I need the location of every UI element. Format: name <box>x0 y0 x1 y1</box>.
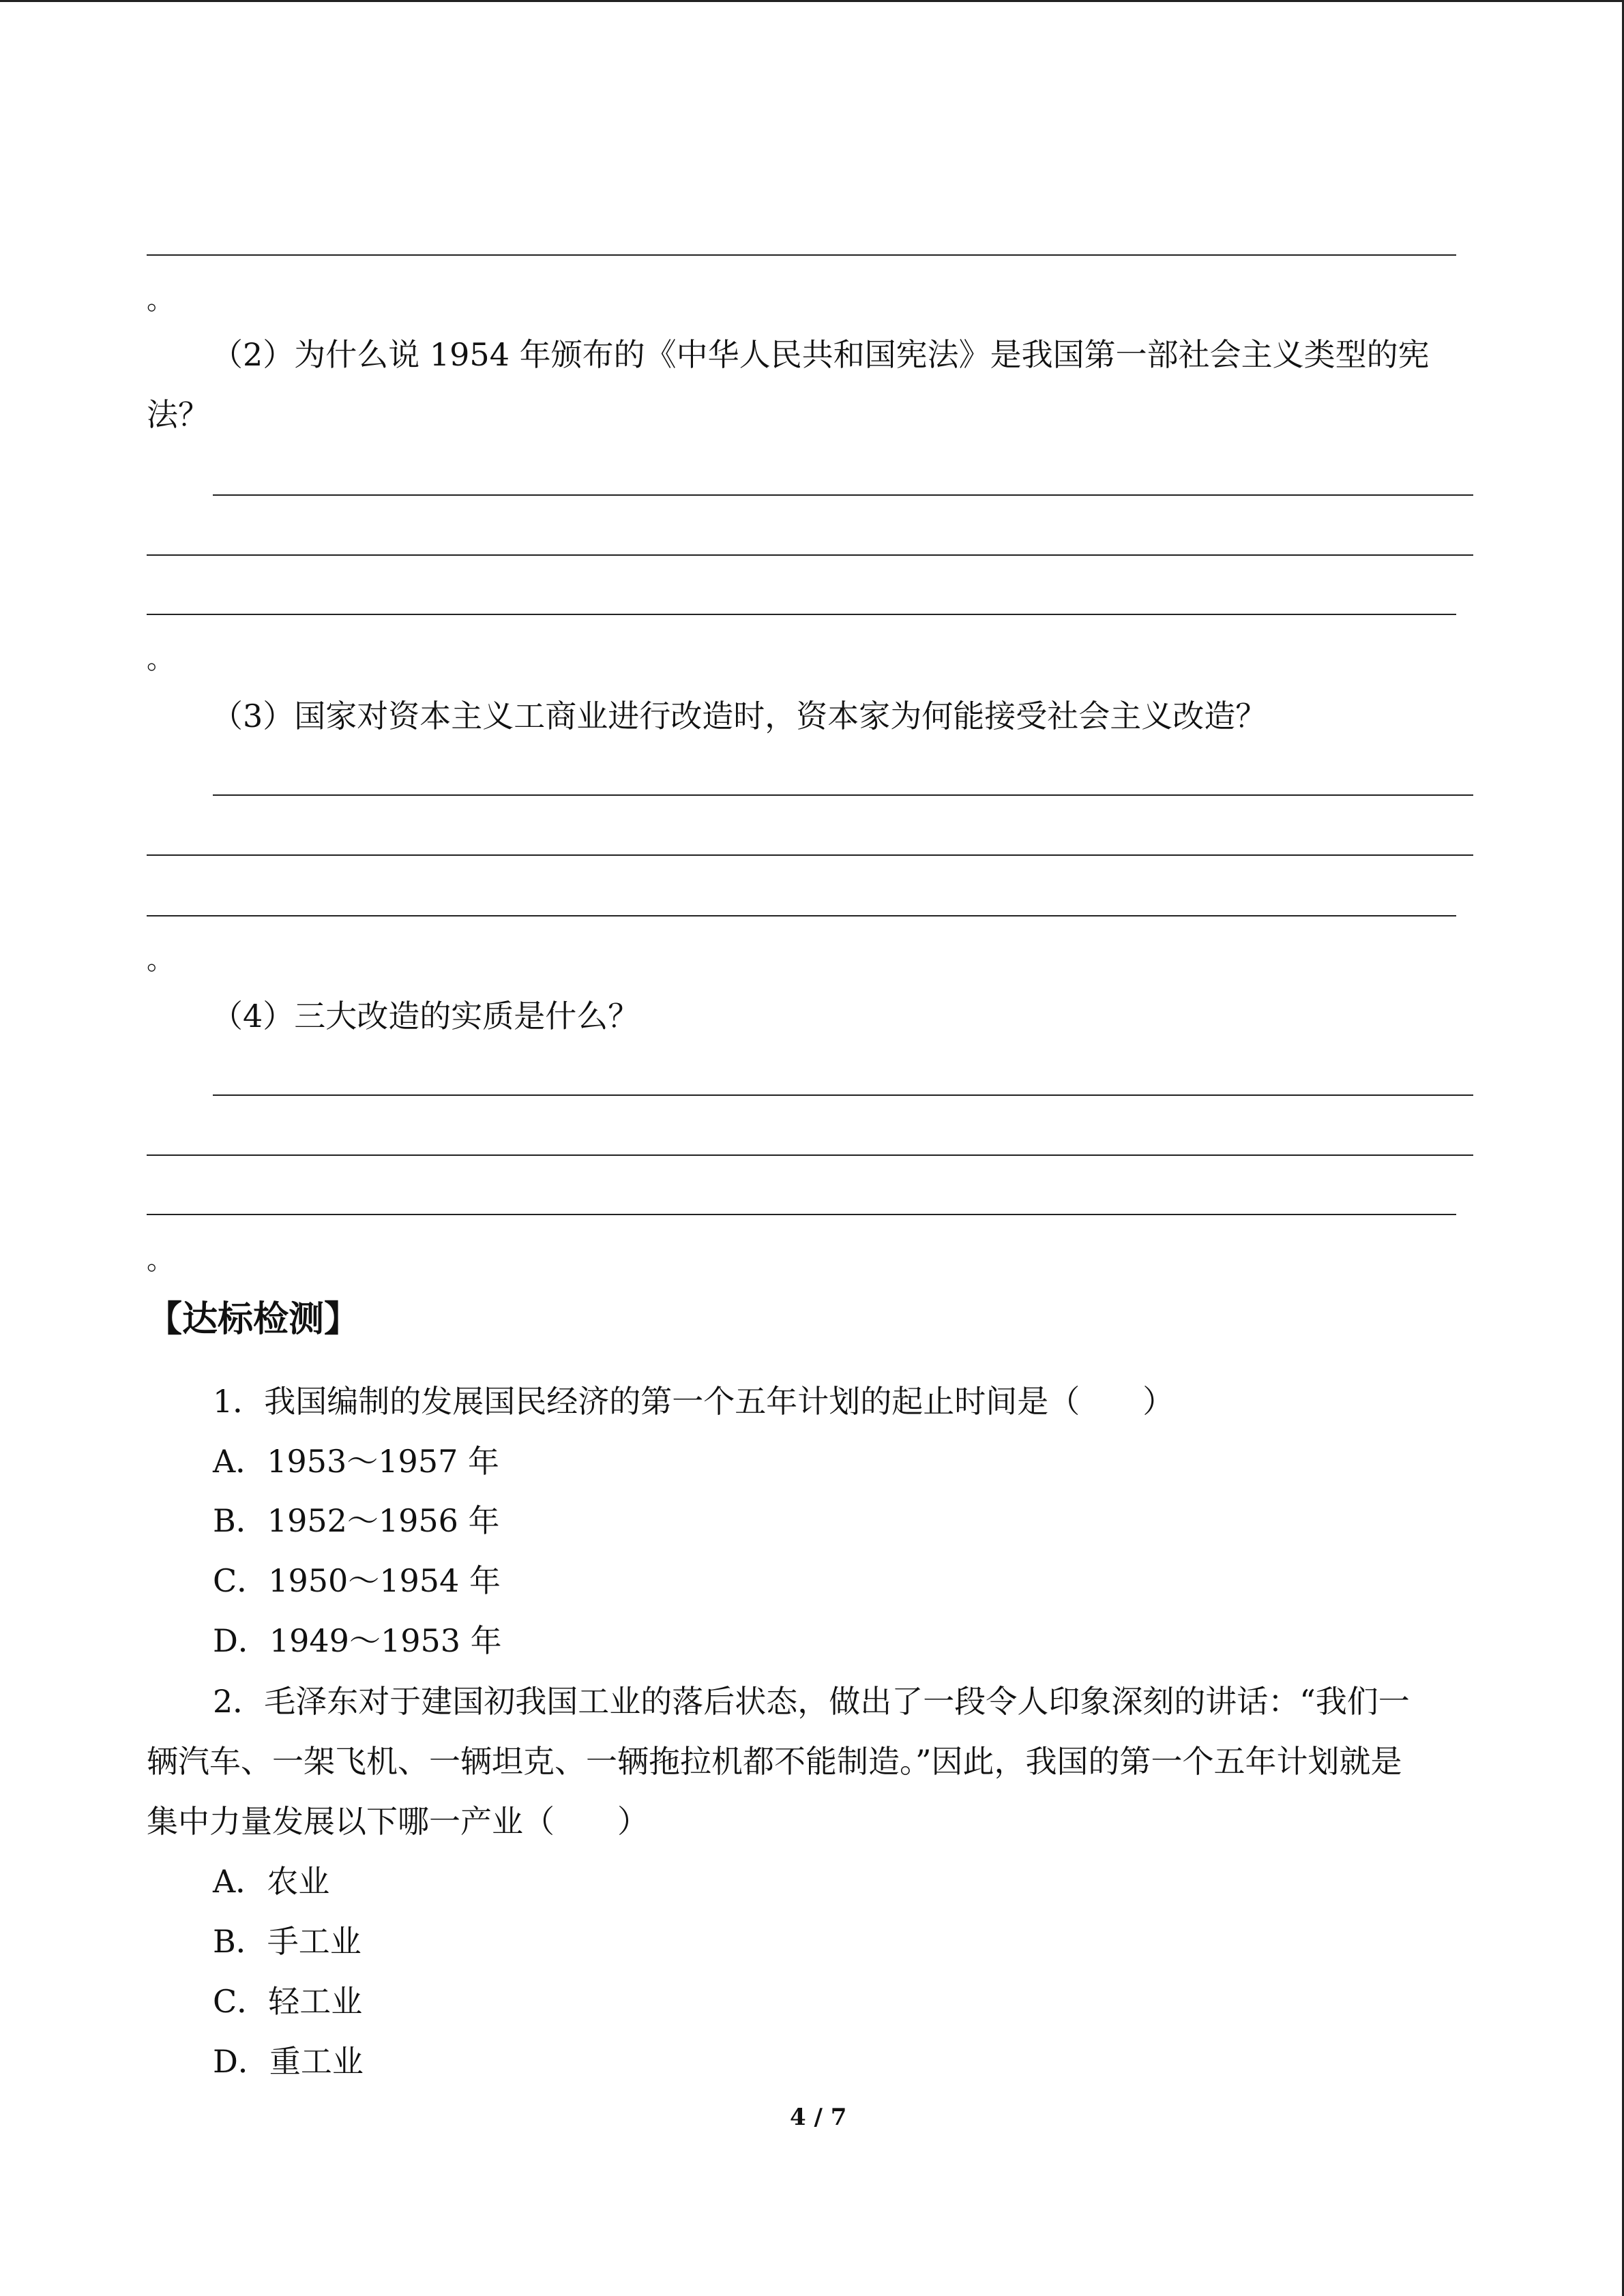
answer-line[interactable] <box>147 1214 1456 1215</box>
question-2-text-line2: 法？ <box>147 396 209 433</box>
test-question-1-option-a[interactable]: A．1953～1957 年 <box>213 1443 499 1480</box>
answer-line[interactable] <box>147 614 1456 615</box>
test-question-2-option-a[interactable]: A．农业 <box>213 1863 330 1900</box>
answer-line[interactable] <box>213 794 1473 796</box>
period-mark: 。 <box>147 1244 174 1276</box>
answer-line[interactable] <box>147 854 1473 856</box>
answer-line[interactable] <box>213 494 1473 496</box>
answer-line[interactable] <box>213 1094 1473 1096</box>
answer-line[interactable] <box>147 915 1456 916</box>
section-heading: 【达标检测】 <box>147 1299 360 1340</box>
answer-line[interactable] <box>147 254 1456 256</box>
test-question-2-option-c[interactable]: C．轻工业 <box>213 1983 363 2020</box>
answer-line[interactable] <box>147 1154 1473 1156</box>
test-question-2-option-d[interactable]: D．重工业 <box>213 2043 364 2080</box>
period-mark: 。 <box>147 284 174 316</box>
period-mark: 。 <box>147 644 174 675</box>
page-number: 4 / 7 <box>790 2104 847 2131</box>
answer-line[interactable] <box>147 554 1473 556</box>
test-question-2-stem-line1: 2．毛泽东对于建国初我国工业的落后状态，做出了一段令人印象深刻的讲话：“我们一 <box>213 1683 1410 1720</box>
question-2-text-line1: （2）为什么说 1954 年颁布的《中华人民共和国宪法》是我国第一部社会主义类型的宪 <box>211 336 1430 373</box>
test-question-1-option-d[interactable]: D．1949～1953 年 <box>213 1622 502 1659</box>
page-border-top <box>0 0 1624 2</box>
period-mark: 。 <box>147 944 174 976</box>
test-question-1-stem: 1．我国编制的发展国民经济的第一个五年计划的起止时间是（ ） <box>213 1383 1175 1420</box>
test-question-2-stem-line3: 集中力量发展以下哪一产业（ ） <box>147 1803 649 1840</box>
question-3-text: （3）国家对资本主义工商业进行改造时，资本家为何能接受社会主义改造？ <box>211 698 1267 734</box>
test-question-1-option-c[interactable]: C．1950～1954 年 <box>213 1562 501 1599</box>
test-question-1-option-b[interactable]: B．1952～1956 年 <box>213 1502 500 1539</box>
question-4-text: （4）三大改造的实质是什么？ <box>211 998 640 1034</box>
test-question-2-option-b[interactable]: B．手工业 <box>213 1923 361 1960</box>
test-question-2-stem-line2: 辆汽车、一架飞机、一辆坦克、一辆拖拉机都不能制造。”因此，我国的第一个五年计划就是 <box>147 1743 1402 1780</box>
